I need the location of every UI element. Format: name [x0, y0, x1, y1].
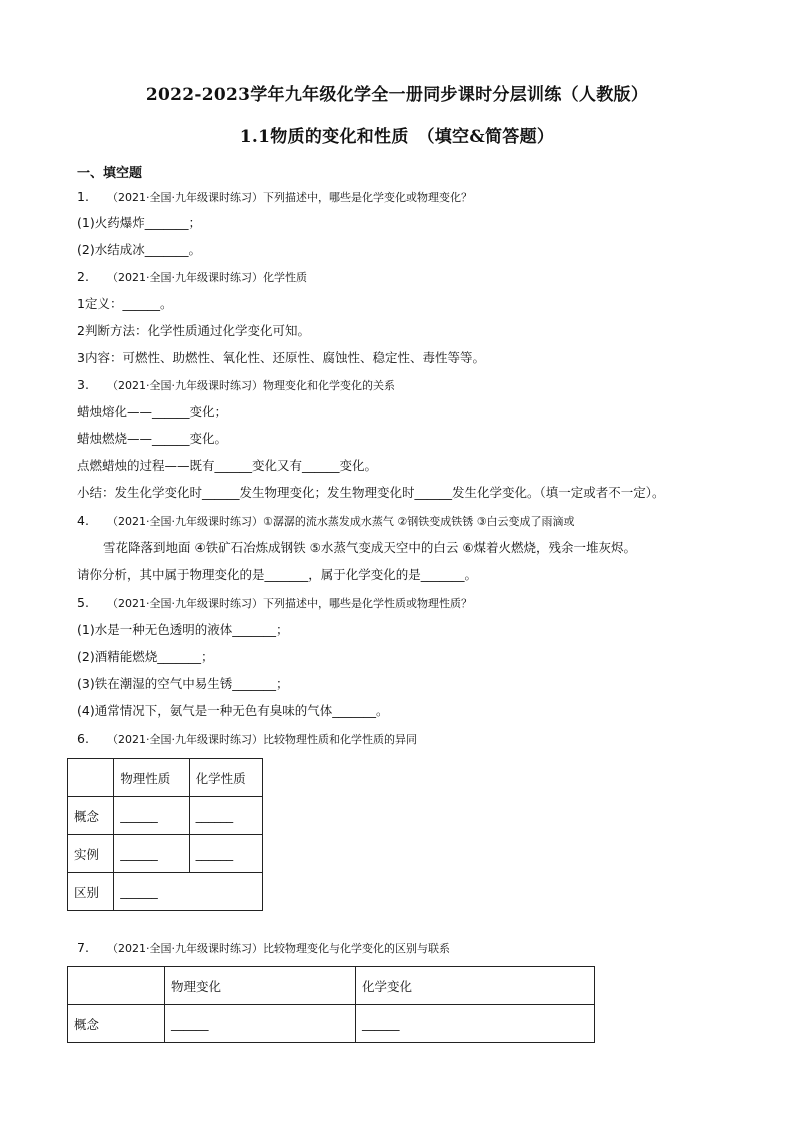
question-number: 5. [77, 595, 89, 610]
table-row [68, 797, 263, 835]
answer-blank[interactable]: ______ [114, 835, 189, 873]
answer-blank[interactable]: ______ [189, 835, 262, 873]
question-number: 7. [77, 940, 89, 955]
question-1-item-b: (2)水结成冰_______。 [77, 242, 201, 257]
answer-blank[interactable]: ______ [189, 797, 262, 835]
table-row [68, 759, 263, 797]
question-5-stem: 5. （2021·全国·九年级课时练习）下列描述中，哪些是化学性质或物理性质？ [77, 595, 472, 610]
table-row-label: 概念 [68, 1005, 165, 1043]
answer-blank[interactable]: ______ [114, 797, 189, 835]
document-title: 2022-2023学年九年级化学全一册同步课时分层训练（人教版） [145, 85, 649, 105]
table-corner-cell [68, 967, 165, 1005]
table-row [68, 835, 263, 873]
table-header-cell: 物理性质 [114, 759, 189, 797]
section-heading: 一、填空题 [77, 166, 143, 181]
question-2-item-c: 3内容：可燃性、助燃性、氧化性、还原性、腐蚀性、稳定性、毒性等等。 [77, 350, 485, 365]
question-3-item-d: 小结：发生化学变化时______发生物理变化；发生物理变化时______发生化学变化。（填一定或者不一定）。 [77, 485, 665, 500]
table-row [68, 967, 595, 1005]
table-row-label: 概念 [68, 797, 114, 835]
question-3-stem: 3. （2021·全国·九年级课时练习）物理变化和化学变化的关系 [77, 377, 395, 392]
answer-blank[interactable]: ______ [114, 873, 263, 911]
table-corner-cell [68, 759, 114, 797]
question-number: 6. [77, 731, 89, 746]
question-3-item-c: 点燃蜡烛的过程——既有______变化又有______变化。 [77, 458, 378, 473]
question-2-item-b: 2判断方法：化学性质通过化学变化可知。 [77, 323, 310, 338]
changes-comparison-table [67, 966, 595, 1043]
table-row-label: 区别 [68, 873, 114, 911]
question-number: 3. [77, 377, 89, 392]
document-subtitle: 1.1物质的变化和性质 （填空&简答题） [239, 127, 555, 147]
question-1-item-a: (1)火药爆炸_______； [77, 215, 201, 230]
table-row [68, 873, 263, 911]
question-1-stem: 1. （2021·全国·九年级课时练习）下列描述中，哪些是化学变化或物理变化？ [77, 189, 472, 204]
question-3-item-b: 蜡烛燃烧——______变化。 [77, 431, 228, 446]
question-4-ask: 请你分析，其中属于物理变化的是_______，属于化学变化的是_______。 [77, 567, 478, 582]
question-3-item-a: 蜡烛熔化——______变化； [77, 404, 228, 419]
question-2-stem: 2. （2021·全国·九年级课时练习）化学性质 [77, 269, 307, 284]
question-4-stem: 4. （2021·全国·九年级课时练习）①潺潺的流水蒸发成水蒸气 ②钢铁变成铁锈 ③白云变成了雨滴或 [77, 513, 575, 528]
question-4-stem-cont: 雪花降落到地面 ④铁矿石冶炼成钢铁 ⑤水蒸气变成天空中的白云 ⑥煤着火燃烧，残余一堆灰烬。 [103, 540, 637, 555]
question-5-item-c: (3)铁在潮湿的空气中易生锈_______； [77, 676, 289, 691]
question-2-item-a: 1定义：______。 [77, 296, 173, 311]
question-number: 2. [77, 269, 89, 284]
question-5-item-d: (4)通常情况下，氨气是一种无色有臭味的气体_______。 [77, 703, 389, 718]
table-header-cell: 化学变化 [356, 967, 595, 1005]
question-5-item-b: (2)酒精能燃烧_______； [77, 649, 214, 664]
answer-blank[interactable]: ______ [356, 1005, 595, 1043]
question-number: 4. [77, 513, 89, 528]
table-row [68, 1005, 595, 1043]
question-6-stem: 6. （2021·全国·九年级课时练习）比较物理性质和化学性质的异同 [77, 731, 417, 746]
table-header-cell: 物理变化 [165, 967, 356, 1005]
table-row-label: 实例 [68, 835, 114, 873]
question-5-item-a: (1)水是一种无色透明的液体_______； [77, 622, 289, 637]
question-7-stem: 7. （2021·全国·九年级课时练习）比较物理变化与化学变化的区别与联系 [77, 940, 450, 955]
properties-comparison-table [67, 758, 263, 911]
question-number: 1. [77, 189, 89, 204]
table-header-cell: 化学性质 [189, 759, 262, 797]
answer-blank[interactable]: ______ [165, 1005, 356, 1043]
